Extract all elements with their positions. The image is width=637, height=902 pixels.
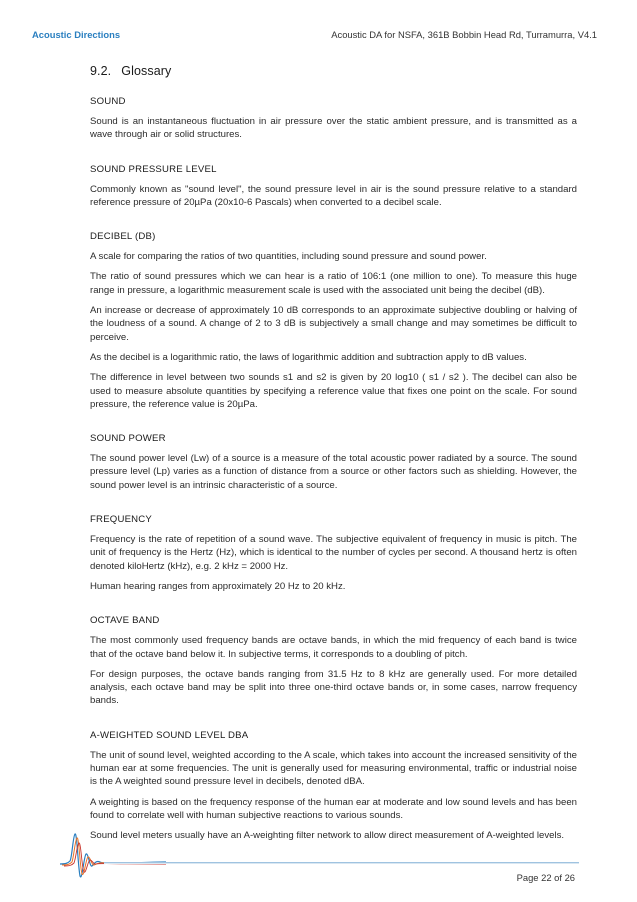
- glossary-definition: The difference in level between two sounds s1 and s2 is given by 20 log10 ( s1 / s2 ). The decibel can also be used to measure absolute quantities by specifying a reference value that fixes one point on the scale. For sound pressure, the reference value is 20µPa.: [90, 372, 577, 410]
- glossary-definition: The most commonly used frequency bands are octave bands, in which the mid frequency of each band is twice that of the octave band below it. In subjective terms, it corresponds to a doubling of pitch.: [90, 635, 577, 660]
- header-brand: Acoustic Directions: [32, 29, 121, 40]
- page-header: [32, 29, 597, 43]
- glossary-definition: The ratio of sound pressures which we can hear is a ratio of 106:1 (one million to one). To measure this huge range in pressure, a logarithmic measurement scale is used with the associated unit being the decibel (dB).: [90, 271, 577, 296]
- section-title: [90, 64, 577, 78]
- glossary-term: OCTAVE BAND: [90, 615, 160, 627]
- glossary-term: FREQUENCY: [90, 514, 153, 526]
- glossary-definition: As the decibel is a logarithmic ratio, the laws of logarithmic addition and subtraction apply to dB values.: [90, 351, 527, 363]
- section-title-text: Glossary: [121, 64, 172, 78]
- glossary-term: SOUND: [90, 96, 126, 107]
- section-number: 9.2.: [90, 64, 112, 78]
- glossary-definition: Commonly known as "sound level", the sound pressure level in air is the sound pressure relative to a standard reference pressure of 20µPa (20x10-6 Pascals) when converted to a decibel scale.: [90, 183, 577, 208]
- page-number: Page 22 of 26: [516, 872, 575, 883]
- glossary-definition: An increase or decrease of approximately 10 dB corresponds to an approximate subjective doubling or halving of the loudness of a sound. A change of 2 to 3 dB is subjectively a small change and may sometimes be difficult to perceive.: [90, 305, 577, 343]
- glossary-definition: The sound power level (Lw) of a source is a measure of the total acoustic power radiated by a source. The sound pressure level (Lp) varies as a function of distance from a source or other factors such as shielding. However, the sound power level is an intrinsic characteristic of a source.: [90, 453, 577, 491]
- glossary-term: SOUND PRESSURE LEVEL: [90, 163, 217, 175]
- glossary-entries: [90, 96, 577, 843]
- header-reference: Acoustic DA for NSFA, 361B Bobbin Head Rd, Turramurra, V4.1: [331, 29, 597, 40]
- footer-rule: [104, 862, 579, 864]
- glossary-definition: A weighting is based on the frequency response of the human ear at moderate and low sound levels and has been found to correlate well with human subjective reactions to various sounds.: [90, 796, 577, 821]
- glossary-definition: Sound is an instantaneous fluctuation in air pressure over the static ambient pressure, and is transmitted as a wave through air or solid structures.: [90, 116, 577, 141]
- glossary-content: [90, 64, 577, 850]
- glossary-definition: For design purposes, the octave bands ranging from 31.5 Hz to 8 kHz are generally used. For more detailed analysis, each octave band may be split into three one-third octave bands or, in some cases, narrow frequency bands.: [90, 668, 577, 707]
- glossary-definition: The unit of sound level, weighted according to the A scale, which takes into account the increased sensitivity of the human ear at some frequencies. The unit is generally used for measuring environmental, traffic or industrial noise is the A weighted sound pressure level in decibels, denoted dBA.: [90, 749, 577, 788]
- glossary-term: SOUND POWER: [90, 433, 166, 445]
- glossary-definition: A scale for comparing the ratios of two quantities, including sound pressure and sound power.: [90, 251, 487, 263]
- glossary-term: DECIBEL (DB): [90, 231, 156, 243]
- glossary-definition: Frequency is the rate of repetition of a sound wave. The subjective equivalent of frequency in music is pitch. The unit of frequency is the Hertz (Hz), which is identical to the number of cycles per second. A thousand hertz is often denoted kiloHertz (kHz), e.g. 2 kHz = 2000 Hz.: [90, 534, 577, 572]
- glossary-definition: Human hearing ranges from approximately 20 Hz to 20 kHz.: [90, 580, 346, 592]
- glossary-definition: Sound level meters usually have an A-weighting filter network to allow direct measurement of A-weighted levels.: [90, 830, 565, 842]
- glossary-term: A-WEIGHTED SOUND LEVEL DBA: [90, 729, 249, 741]
- waveform-logo-icon: [58, 826, 168, 882]
